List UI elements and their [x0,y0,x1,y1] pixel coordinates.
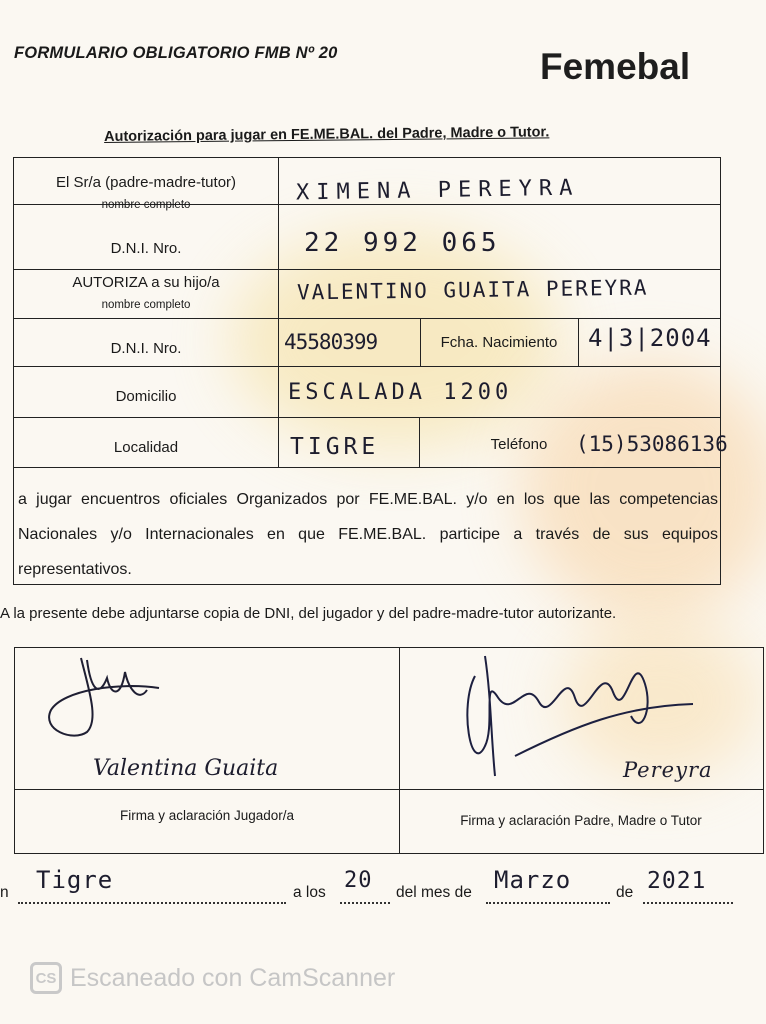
form-subtitle: Autorización para jugar en FE.ME.BAL. del Padre, Madre o Tutor. [104,124,550,145]
row-divider [14,467,720,468]
parent-sublabel: nombre completo [101,199,191,211]
column-divider [578,318,579,367]
child-dni-label: D.N.I. Nro. [110,340,182,357]
player-signature-drawing [29,650,179,740]
row-divider [14,417,720,418]
femebal-logo [540,40,746,90]
row-divider [14,269,720,270]
locality-label: Localidad [113,439,179,456]
day-blank [340,868,390,904]
month-value: Marzo [494,866,572,894]
year-value: 2021 [647,868,707,894]
address-value: ESCALADA 1200 [288,380,513,405]
child-dni-value: 45580399 [284,330,378,354]
row-divider [14,366,720,367]
del-mes-label: del mes de [396,884,472,901]
de-label: de [616,884,634,901]
form-title: FORMULARIO OBLIGATORIO FMB Nº 20 [14,44,338,62]
authorization-statement: a jugar encuentros oficiales Organizados por FE.ME.BAL. y/o en los que las competencias Nacionales y/o Internacionales en que FE.ME.BAL. participe a través de sus equipos representativos. [18,491,718,578]
row-divider [15,789,763,790]
address-label: Domicilio [115,388,177,405]
birth-date-label: Fcha. Nacimiento [440,334,558,351]
place-blank [18,866,286,904]
parent-dni-label: D.N.I. Nro. [110,240,182,257]
date-prefix: n [0,884,9,901]
child-sublabel: nombre completo [101,299,191,311]
row-divider [14,318,720,319]
phone-value: (15)53086136 [576,432,728,456]
child-label: AUTORIZA a su hijo/a nombre completo [14,274,278,311]
parent-name-value: XIMENA PEREYRA [295,175,580,206]
camscanner-logo-icon: CS [30,962,62,994]
camscanner-watermark [30,962,395,994]
parent-signature-caption: Firma y aclaración Padre, Madre o Tutor [460,813,702,828]
svg-text:Femebal: Femebal [540,46,691,87]
month-blank [486,866,610,904]
signature-table [14,647,764,854]
year-blank [643,868,733,904]
child-name-value: VALENTINO GUAITA PEREYRA [296,275,649,305]
attachment-note: A la presente debe adjuntarse copia de DNI, del jugador y del padre-madre-tutor autorizante. [0,605,617,622]
parent-label: El Sr/a (padre-madre-tutor) nombre completo [14,174,278,211]
locality-value: TIGRE [290,434,380,460]
camscanner-text: Escaneado con CamScanner [70,963,396,992]
player-signature-caption: Firma y aclaración Jugador/a [119,808,295,823]
phone-label: Teléfono [490,436,548,453]
day-value: 20 [344,868,373,893]
parent-dni-value: 22 992 065 [304,228,501,258]
player-signature-name: Valentina Guaita [93,756,279,781]
parent-signature-name: Pereyra [623,758,713,782]
column-divider [278,158,279,467]
place-value: Tigre [36,866,114,894]
birth-date-value: 4|3|2004 [588,324,712,352]
a-los-label: a los [293,884,326,901]
